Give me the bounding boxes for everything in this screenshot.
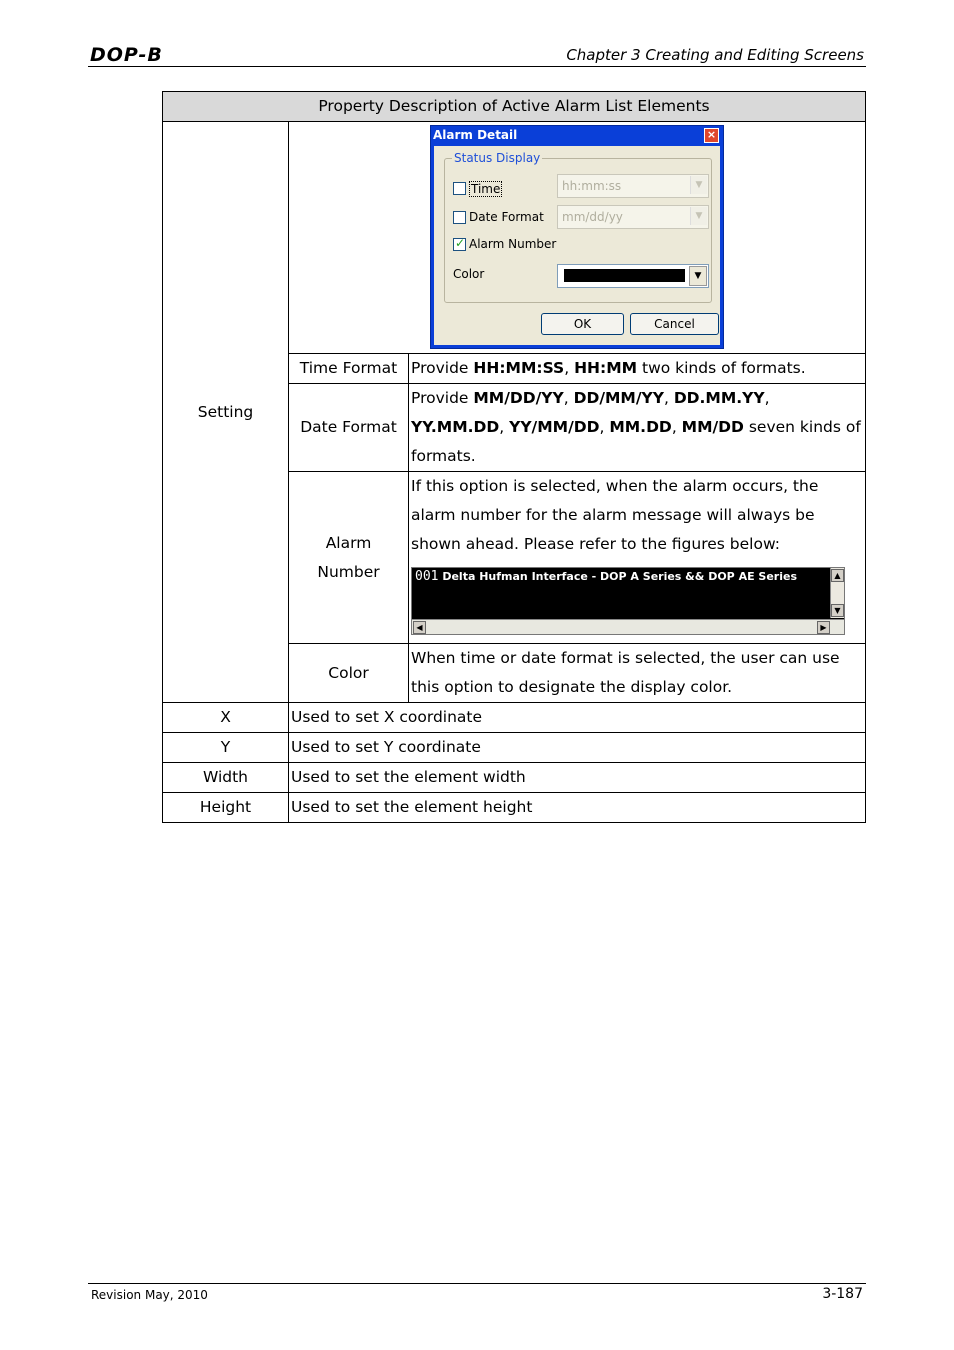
setting-label: Setting: [163, 122, 289, 703]
table-row: [163, 793, 866, 823]
property-table: [162, 91, 866, 823]
arrow-down-icon[interactable]: ▼: [831, 604, 844, 617]
time-format-desc: Provide HH:MM:SS, HH:MM two kinds of formats.: [409, 354, 866, 384]
row-name: Width: [163, 763, 289, 793]
time-format-value: hh:mm:ss: [562, 179, 622, 193]
row-desc: Used to set the element height: [289, 793, 866, 823]
alarm-number-label: Alarm Number: [289, 472, 409, 644]
check-icon: ✓: [455, 236, 466, 250]
row-desc: Used to set X coordinate: [289, 703, 866, 733]
chapter-title: Chapter 3 Creating and Editing Screens: [566, 46, 864, 64]
row-name: Y: [163, 733, 289, 763]
table-title: Property Description of Active Alarm List Elements: [163, 92, 866, 122]
table-row: [163, 763, 866, 793]
row-name: Height: [163, 793, 289, 823]
dialog-title: Alarm Detail: [433, 128, 518, 142]
dialog-body: [434, 146, 720, 345]
color-desc: When time or date format is selected, the user can use this option to designate the display color.: [409, 644, 866, 703]
alarm-list-sample: [411, 567, 845, 635]
date-format-label: Date Format: [289, 384, 409, 472]
color-swatch: [564, 269, 685, 282]
chevron-down-icon: ▼: [690, 207, 707, 225]
page-number: 3-187: [822, 1286, 863, 1302]
ok-button[interactable]: OK: [541, 313, 624, 335]
row-desc: Used to set Y coordinate: [289, 733, 866, 763]
dialog-cell: [289, 122, 866, 354]
alarm-message: 001 Delta Hufman Interface - DOP A Series && DOP AE Series: [415, 569, 798, 584]
row-name: X: [163, 703, 289, 733]
date-format-checkbox[interactable]: [453, 211, 466, 224]
time-format-label: Time Format: [289, 354, 409, 384]
date-format-value: mm/dd/yy: [562, 210, 623, 224]
arrow-right-icon[interactable]: ▶: [817, 621, 830, 634]
vertical-scrollbar[interactable]: [830, 568, 844, 618]
date-format-select[interactable]: [557, 205, 709, 229]
arrow-up-icon[interactable]: ▲: [831, 569, 844, 582]
table-row: [163, 733, 866, 763]
horizontal-scrollbar[interactable]: [412, 619, 844, 634]
date-format-desc: Provide MM/DD/YY, DD/MM/YY, DD.MM.YY, YY.MM.DD, YY/MM/DD, MM.DD, MM/DD seven kinds of formats.: [409, 384, 866, 472]
alarm-number-label: Alarm Number: [469, 237, 557, 251]
doc-logo: DOP-B: [90, 44, 163, 66]
alarm-number-text: If this option is selected, when the alarm occurs, the alarm number for the alarm message will always be shown ahead. Please refer to the figures below:: [411, 477, 819, 553]
revision-text: Revision May, 2010: [91, 1288, 208, 1302]
color-label: Color: [289, 644, 409, 703]
time-checkbox[interactable]: [453, 182, 466, 195]
time-format-select[interactable]: [557, 174, 709, 198]
group-label: Status Display: [454, 151, 541, 165]
color-picker[interactable]: [557, 264, 709, 288]
arrow-left-icon[interactable]: ◀: [413, 621, 426, 634]
header-rule: [88, 66, 866, 67]
alarm-number-desc: [409, 472, 866, 644]
status-display-group: [444, 151, 712, 303]
close-icon[interactable]: ×: [704, 128, 719, 143]
cancel-button[interactable]: Cancel: [630, 313, 719, 335]
alarm-number-checkbox[interactable]: [453, 238, 466, 251]
date-format-label: Date Format: [469, 210, 544, 224]
row-desc: Used to set the element width: [289, 763, 866, 793]
time-label: Time: [471, 182, 501, 196]
color-label: Color: [453, 267, 485, 281]
alarm-detail-dialog: [430, 125, 724, 349]
chevron-down-icon: ▼: [690, 176, 707, 194]
table-row: [163, 703, 866, 733]
footer-rule: [88, 1283, 866, 1284]
chevron-down-icon: ▼: [689, 266, 707, 286]
